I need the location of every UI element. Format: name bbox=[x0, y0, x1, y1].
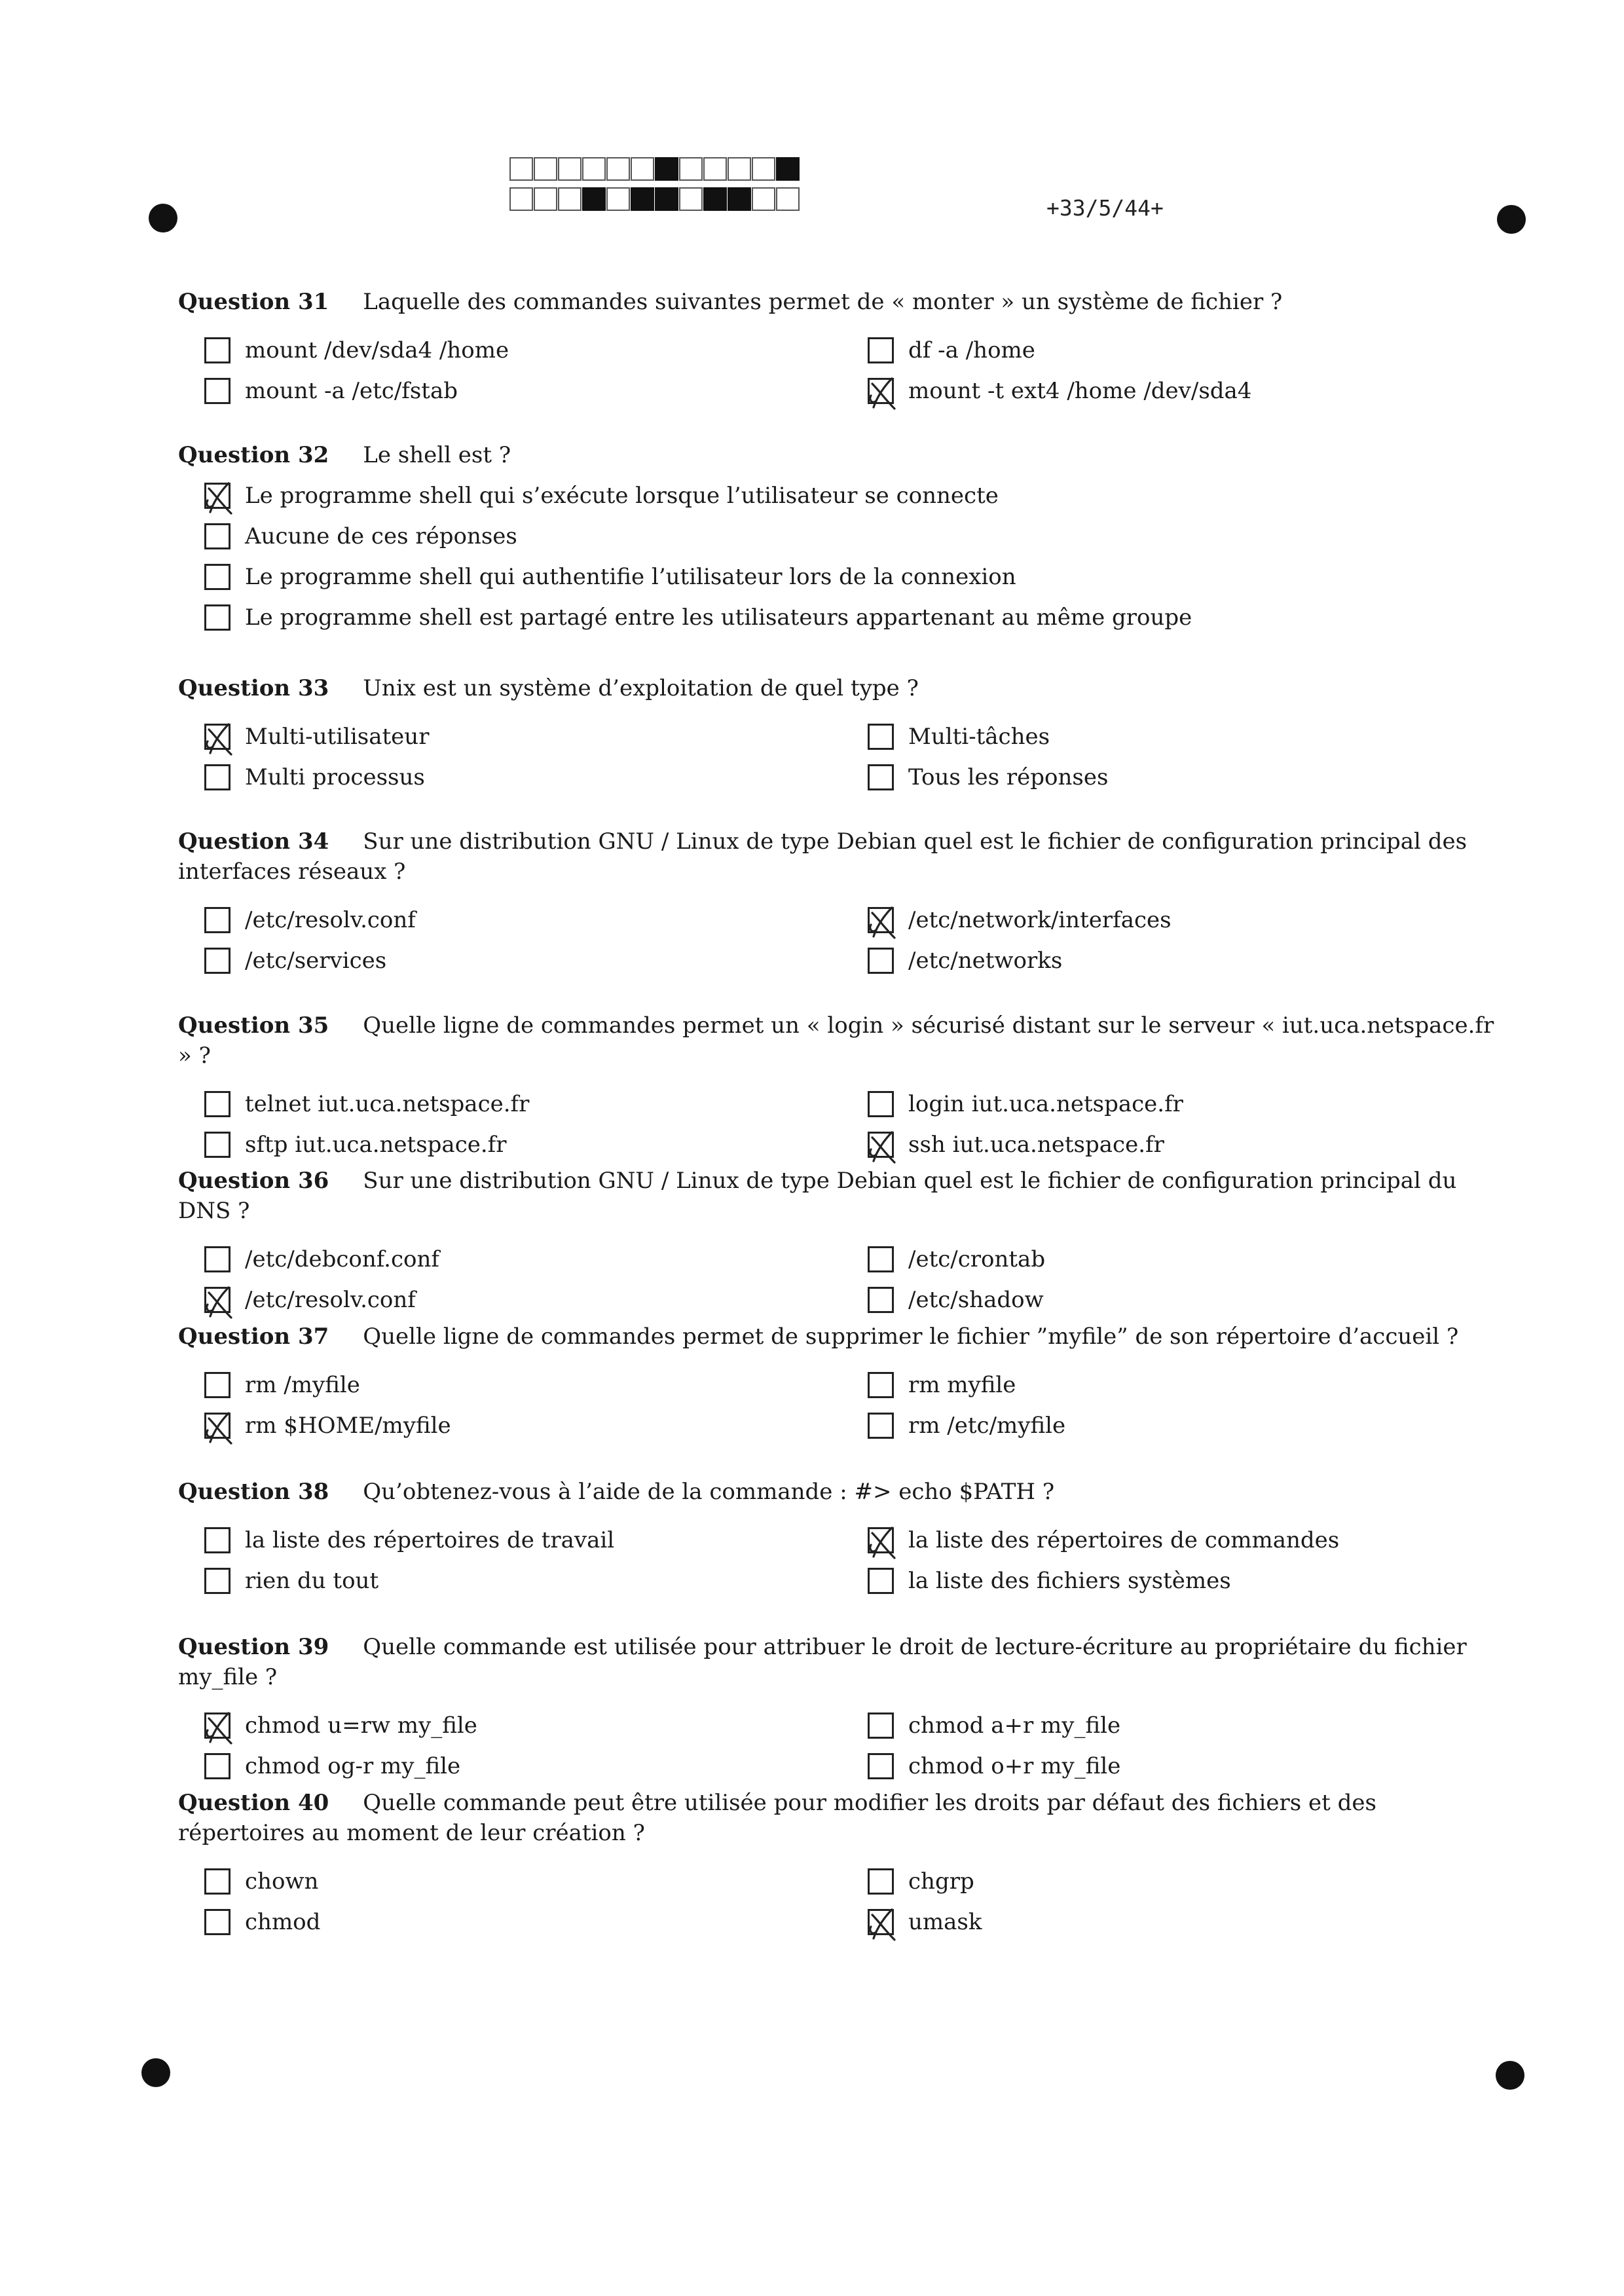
answer-option[interactable] bbox=[204, 1524, 614, 1557]
handwritten-cross-icon bbox=[866, 1127, 901, 1166]
handwritten-cross-icon bbox=[202, 1282, 238, 1322]
checkbox-empty[interactable] bbox=[204, 1132, 231, 1158]
checkbox-empty[interactable] bbox=[204, 604, 231, 631]
checkbox-empty[interactable] bbox=[868, 1091, 894, 1117]
answer-option[interactable] bbox=[204, 761, 425, 794]
checkbox-empty[interactable] bbox=[204, 378, 231, 404]
question-heading bbox=[178, 1166, 1498, 1226]
answer-option-text: chgrp bbox=[908, 1868, 974, 1895]
answer-option-text: chmod og-r my_file bbox=[245, 1753, 461, 1779]
answer-option[interactable] bbox=[204, 561, 1016, 593]
checkbox-empty[interactable] bbox=[868, 337, 894, 363]
checkbox-empty[interactable] bbox=[204, 523, 231, 549]
handwritten-cross-icon bbox=[866, 1523, 901, 1562]
checkbox-empty[interactable] bbox=[204, 1909, 231, 1935]
answer-option[interactable] bbox=[204, 520, 517, 553]
answer-option-text: umask bbox=[908, 1909, 982, 1935]
answer-option[interactable] bbox=[868, 1750, 1120, 1783]
answer-option[interactable] bbox=[868, 720, 1050, 753]
answer-option[interactable] bbox=[204, 1565, 378, 1597]
checkbox-empty[interactable] bbox=[868, 1246, 894, 1272]
checkbox-empty[interactable] bbox=[204, 1372, 231, 1398]
question-heading bbox=[178, 1010, 1498, 1071]
answer-options bbox=[178, 720, 1498, 802]
answer-option-text: login iut.uca.netspace.fr bbox=[908, 1091, 1183, 1117]
checkbox-empty[interactable] bbox=[868, 1568, 894, 1594]
answer-option[interactable] bbox=[204, 375, 458, 407]
question-label: Question 34 bbox=[178, 828, 329, 855]
question-heading bbox=[178, 673, 1498, 703]
answer-option-text: rm $HOME/myfile bbox=[245, 1413, 451, 1439]
answer-option[interactable] bbox=[868, 1409, 1065, 1442]
handwritten-cross-icon bbox=[202, 719, 238, 758]
answer-option[interactable] bbox=[204, 601, 1192, 634]
answer-option-text: Multi-utilisateur bbox=[245, 724, 430, 750]
answer-option-text: mount -a /etc/fstab bbox=[245, 378, 458, 404]
answer-option[interactable] bbox=[868, 1243, 1045, 1276]
checkbox-empty[interactable] bbox=[868, 1287, 894, 1313]
answer-options bbox=[178, 1369, 1498, 1450]
question-40 bbox=[178, 1788, 1498, 1946]
answer-option[interactable] bbox=[204, 1284, 416, 1316]
checkbox-empty[interactable] bbox=[868, 724, 894, 750]
question-35 bbox=[178, 1010, 1498, 1169]
question-label: Question 38 bbox=[178, 1479, 329, 1505]
answer-option-text: ssh iut.uca.netspace.fr bbox=[908, 1132, 1164, 1158]
answer-option[interactable] bbox=[204, 1369, 360, 1401]
checkbox-empty[interactable] bbox=[868, 1413, 894, 1439]
checkbox-empty[interactable] bbox=[204, 1246, 231, 1272]
answer-option[interactable] bbox=[204, 1906, 320, 1938]
answer-option-text: la liste des répertoires de commandes bbox=[908, 1527, 1340, 1553]
answer-option-text: /etc/network/interfaces bbox=[908, 907, 1172, 933]
checkbox-empty[interactable] bbox=[868, 1713, 894, 1739]
question-label: Question 31 bbox=[178, 289, 329, 315]
answer-option-text: Le programme shell qui authentifie l’utilisateur lors de la connexion bbox=[245, 564, 1016, 590]
answer-option-text: /etc/resolv.conf bbox=[245, 1287, 416, 1313]
question-32 bbox=[178, 440, 1498, 642]
answer-option[interactable] bbox=[868, 1524, 1339, 1557]
answer-option[interactable] bbox=[204, 479, 999, 512]
question-heading bbox=[178, 287, 1498, 317]
answer-option-text: chown bbox=[245, 1868, 319, 1895]
answer-option[interactable] bbox=[868, 334, 1035, 367]
answer-option-text: Multi-tâches bbox=[908, 724, 1050, 750]
answer-option[interactable] bbox=[204, 1088, 529, 1120]
answer-options bbox=[178, 904, 1498, 985]
answer-option[interactable] bbox=[204, 1709, 477, 1742]
answer-option[interactable] bbox=[204, 1128, 507, 1161]
answer-options bbox=[178, 1865, 1498, 1946]
question-text: Qu’obtenez-vous à l’aide de la commande : #> echo $PATH ? bbox=[363, 1479, 1055, 1505]
answer-options bbox=[178, 1243, 1498, 1324]
answer-option-text: /etc/crontab bbox=[908, 1246, 1046, 1272]
answer-options bbox=[178, 479, 1498, 642]
handwritten-cross-icon bbox=[202, 1408, 238, 1447]
checkbox-checked[interactable] bbox=[868, 378, 894, 404]
checkbox-empty[interactable] bbox=[204, 337, 231, 363]
handwritten-cross-icon bbox=[866, 373, 901, 413]
answer-option[interactable] bbox=[204, 334, 509, 367]
answer-option-text: rm /myfile bbox=[245, 1372, 360, 1398]
answer-option-text: Aucune de ces réponses bbox=[245, 523, 517, 549]
answer-option[interactable] bbox=[204, 1750, 460, 1783]
checkbox-checked[interactable] bbox=[204, 1287, 231, 1313]
checkbox-empty[interactable] bbox=[204, 948, 231, 974]
question-33 bbox=[178, 673, 1498, 802]
answer-option-text: Multi processus bbox=[245, 764, 425, 790]
answer-option[interactable] bbox=[204, 904, 416, 936]
answer-options bbox=[178, 1524, 1498, 1605]
answer-option[interactable] bbox=[868, 1128, 1164, 1161]
answer-option-text: /etc/services bbox=[245, 948, 387, 974]
checkbox-empty[interactable] bbox=[204, 1527, 231, 1553]
answer-option-text: /etc/debconf.conf bbox=[245, 1246, 439, 1272]
answer-option[interactable] bbox=[204, 1243, 439, 1276]
checkbox-empty[interactable] bbox=[868, 764, 894, 790]
answer-option-text: chmod bbox=[245, 1909, 321, 1935]
question-heading bbox=[178, 1632, 1498, 1692]
answer-option-text: chmod u=rw my_file bbox=[245, 1713, 477, 1739]
checkbox-empty[interactable] bbox=[204, 1753, 231, 1779]
checkbox-empty[interactable] bbox=[868, 1372, 894, 1398]
question-text: Sur une distribution GNU / Linux de type Debian quel est le fichier de configuration principal du DNS ? bbox=[178, 1168, 1457, 1224]
answer-option[interactable] bbox=[868, 1709, 1120, 1742]
checkbox-empty[interactable] bbox=[204, 1091, 231, 1117]
answer-option[interactable] bbox=[204, 944, 386, 977]
question-label: Question 33 bbox=[178, 675, 329, 701]
answer-option-text: rm /etc/myfile bbox=[908, 1413, 1066, 1439]
answer-option[interactable] bbox=[868, 1088, 1183, 1120]
question-text: Unix est un système d’exploitation de quel type ? bbox=[363, 675, 919, 701]
checkbox-empty[interactable] bbox=[204, 764, 231, 790]
answer-option-text: chmod o+r my_file bbox=[908, 1753, 1121, 1779]
answer-option-text: /etc/resolv.conf bbox=[245, 907, 416, 933]
checkbox-checked[interactable] bbox=[868, 907, 894, 933]
page-code: +33/5/44+ bbox=[1046, 195, 1164, 221]
answer-option-text: mount -t ext4 /home /dev/sda4 bbox=[908, 378, 1252, 404]
checkbox-empty[interactable] bbox=[204, 907, 231, 933]
handwritten-cross-icon bbox=[866, 902, 901, 942]
checkbox-checked[interactable] bbox=[204, 1413, 231, 1439]
answer-option-text: Le programme shell qui s’exécute lorsque l’utilisateur se connecte bbox=[245, 483, 999, 509]
question-text: Le shell est ? bbox=[363, 442, 511, 468]
answer-option-text: sftp iut.uca.netspace.fr bbox=[245, 1132, 507, 1158]
handwritten-cross-icon bbox=[202, 478, 238, 517]
answer-option-text: /etc/networks bbox=[908, 948, 1063, 974]
answer-option[interactable] bbox=[868, 761, 1108, 794]
answer-option-text: telnet iut.uca.netspace.fr bbox=[245, 1091, 530, 1117]
question-label: Question 39 bbox=[178, 1634, 329, 1660]
question-text: Quelle ligne de commandes permet de supprimer le fichier ”myfile” de son répertoire d’accueil ? bbox=[363, 1324, 1459, 1350]
answer-option-text: mount /dev/sda4 /home bbox=[245, 337, 509, 363]
question-37 bbox=[178, 1322, 1498, 1450]
question-31 bbox=[178, 287, 1498, 415]
question-label: Question 36 bbox=[178, 1168, 329, 1194]
question-heading bbox=[178, 440, 1498, 470]
checkbox-checked[interactable] bbox=[204, 1713, 231, 1739]
question-heading bbox=[178, 826, 1498, 887]
checkbox-empty[interactable] bbox=[204, 1868, 231, 1895]
answer-option[interactable] bbox=[868, 904, 1172, 936]
checkbox-empty[interactable] bbox=[204, 564, 231, 590]
question-heading bbox=[178, 1322, 1498, 1352]
answer-options bbox=[178, 334, 1498, 415]
answer-options bbox=[178, 1709, 1498, 1790]
question-text: Quelle commande peut être utilisée pour modifier les droits par défaut des fichiers et des répertoires au moment de leur création ? bbox=[178, 1790, 1376, 1846]
answer-option[interactable] bbox=[204, 1409, 451, 1442]
answer-option-text: /etc/shadow bbox=[908, 1287, 1044, 1313]
checkbox-checked[interactable] bbox=[204, 483, 231, 509]
question-heading bbox=[178, 1477, 1498, 1507]
answer-option[interactable] bbox=[868, 375, 1251, 407]
question-text: Laquelle des commandes suivantes permet de « monter » un système de fichier ? bbox=[363, 289, 1283, 315]
checkbox-empty[interactable] bbox=[868, 1753, 894, 1779]
question-label: Question 40 bbox=[178, 1790, 329, 1816]
question-39 bbox=[178, 1632, 1498, 1790]
answer-option[interactable] bbox=[204, 720, 429, 753]
checkbox-checked[interactable] bbox=[868, 1527, 894, 1553]
handwritten-cross-icon bbox=[866, 1904, 901, 1944]
answer-option[interactable] bbox=[868, 1369, 1016, 1401]
answer-option[interactable] bbox=[204, 1865, 318, 1898]
answer-option-text: la liste des fichiers systèmes bbox=[908, 1568, 1231, 1594]
answer-option-text: chmod a+r my_file bbox=[908, 1713, 1121, 1739]
checkbox-empty[interactable] bbox=[868, 948, 894, 974]
checkbox-checked[interactable] bbox=[868, 1132, 894, 1158]
answer-option-text: la liste des répertoires de travail bbox=[245, 1527, 615, 1553]
question-text: Sur une distribution GNU / Linux de type Debian quel est le fichier de configuration principal des interfaces réseaux ? bbox=[178, 828, 1467, 885]
question-label: Question 37 bbox=[178, 1324, 329, 1350]
question-text: Quelle ligne de commandes permet un « login » sécurisé distant sur le serveur « iut.uca.netspace.fr » ? bbox=[178, 1012, 1494, 1069]
question-38 bbox=[178, 1477, 1498, 1605]
question-36 bbox=[178, 1166, 1498, 1324]
answer-option[interactable] bbox=[868, 1284, 1044, 1316]
answer-option[interactable] bbox=[868, 1865, 974, 1898]
checkbox-checked[interactable] bbox=[204, 724, 231, 750]
answer-option-text: df -a /home bbox=[908, 337, 1035, 363]
answer-option-text: Le programme shell est partagé entre les utilisateurs appartenant au même groupe bbox=[245, 604, 1192, 631]
answer-option[interactable] bbox=[868, 1565, 1231, 1597]
question-label: Question 35 bbox=[178, 1012, 329, 1039]
answer-option[interactable] bbox=[868, 944, 1062, 977]
answer-option-text: Tous les réponses bbox=[908, 764, 1109, 790]
checkbox-checked[interactable] bbox=[868, 1909, 894, 1935]
answer-options bbox=[178, 1088, 1498, 1169]
checkbox-empty[interactable] bbox=[204, 1568, 231, 1594]
question-text: Quelle commande est utilisée pour attribuer le droit de lecture-écriture au propriétaire du fichier my_file ? bbox=[178, 1634, 1467, 1690]
question-heading bbox=[178, 1788, 1498, 1848]
answer-option-text: rien du tout bbox=[245, 1568, 379, 1594]
question-label: Question 32 bbox=[178, 442, 329, 468]
handwritten-cross-icon bbox=[202, 1708, 238, 1747]
answer-option-text: rm myfile bbox=[908, 1372, 1016, 1398]
answer-option[interactable] bbox=[868, 1906, 982, 1938]
question-34 bbox=[178, 826, 1498, 985]
checkbox-empty[interactable] bbox=[868, 1868, 894, 1895]
